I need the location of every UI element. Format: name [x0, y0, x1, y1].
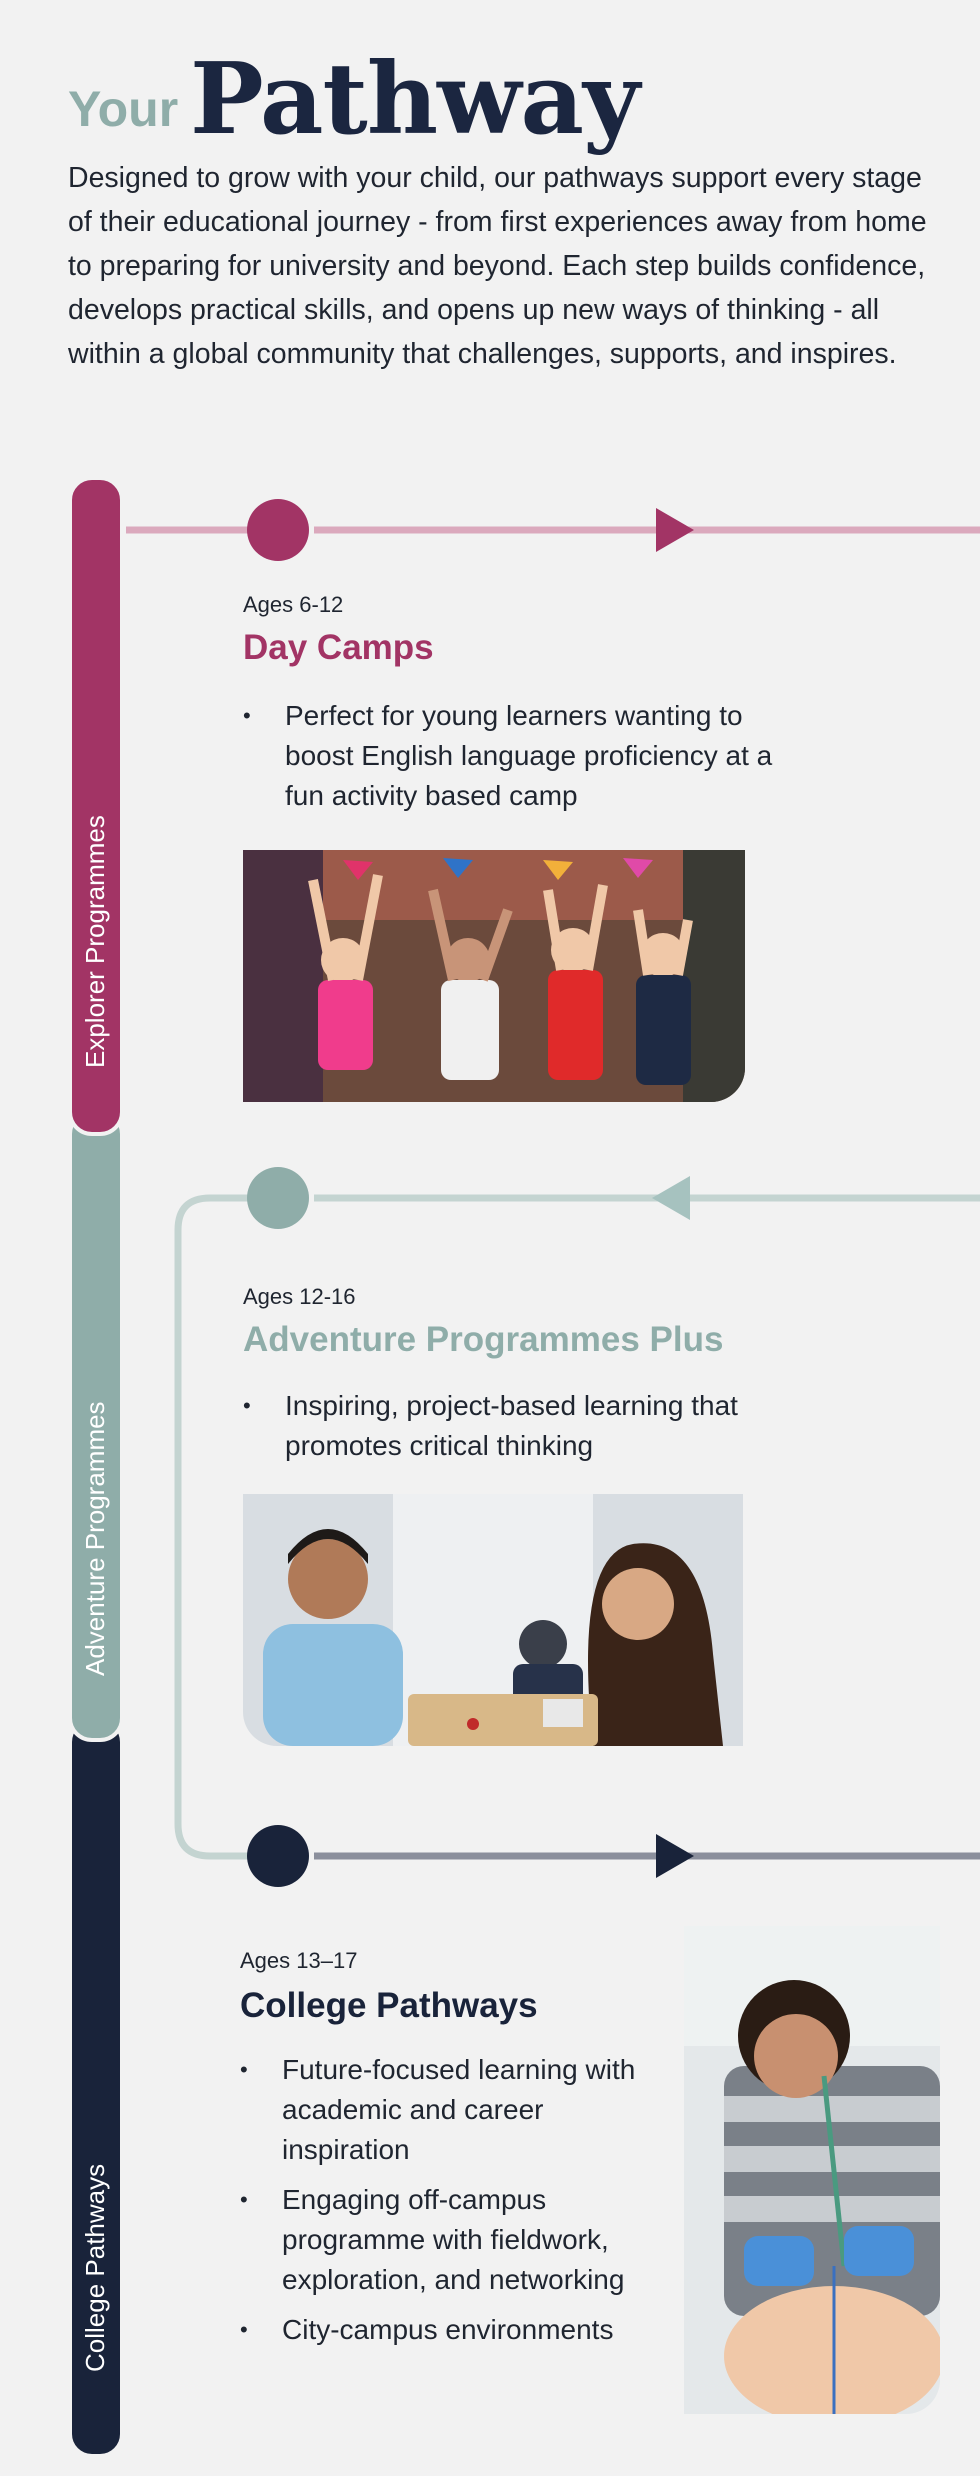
list-item: • Future-focused learning with academic and career inspiration [240, 2050, 670, 2170]
list-item: • Engaging off-campus programme with fieldwork, exploration, and networking [240, 2180, 670, 2300]
sidebar-capsule-college [68, 1718, 124, 2458]
title-pathway: Pathway [190, 42, 639, 157]
bullets-college [240, 2050, 670, 2360]
photo-adventure [243, 1494, 743, 1746]
sidebar-label-explorer: Explorer Programmes [80, 815, 110, 1068]
list-item: • Inspiring, project-based learning that promotes critical thinking [243, 1386, 823, 1466]
heading-adventure: Adventure Programmes Plus [243, 1320, 724, 1359]
photo-college [684, 1926, 940, 2414]
node-explorer [247, 499, 309, 561]
sidebar-label-adventure: Adventure Programmes [80, 1401, 110, 1676]
bullets-day-camps [243, 696, 803, 826]
age-label-day-camps: Ages 6-12 [243, 592, 344, 617]
age-label-adventure: Ages 12-16 [243, 1284, 356, 1309]
age-label-college: Ages 13–17 [240, 1948, 358, 1973]
list-item: • City-campus environments [240, 2310, 670, 2350]
arrow-right-icon [656, 1834, 694, 1878]
node-college [247, 1825, 309, 1887]
arrow-right-icon [656, 508, 694, 552]
students-project-photo [243, 1494, 743, 1746]
connector-loop-adventure [178, 1198, 248, 1856]
bullets-adventure [243, 1386, 823, 1476]
photo-day-camps [243, 850, 745, 1102]
arrow-left-icon [652, 1176, 690, 1220]
node-adventure [247, 1167, 309, 1229]
children-cheering-photo [243, 850, 745, 1102]
heading-college: College Pathways [240, 1986, 538, 2025]
student-medical-training-photo [684, 1926, 940, 2414]
intro-paragraph: Designed to grow with your child, our pathways support every stage of their educational journey - from first experiences away from home to preparing for university and beyond. Each step builds confidence, develops practical skills, and opens up new ways of thinking - all within a global community that challenges, supports, and inspires. [68, 162, 927, 370]
list-item: • Perfect for young learners wanting to boost English language proficiency at a fun activity based camp [243, 696, 803, 816]
heading-day-camps: Day Camps [243, 628, 434, 667]
sidebar-label-college: College Pathways [80, 2163, 110, 2372]
sidebar-capsule-explorer [68, 476, 124, 1136]
sidebar-capsule-adventure [68, 1110, 124, 1742]
title-your: Your [68, 81, 179, 137]
